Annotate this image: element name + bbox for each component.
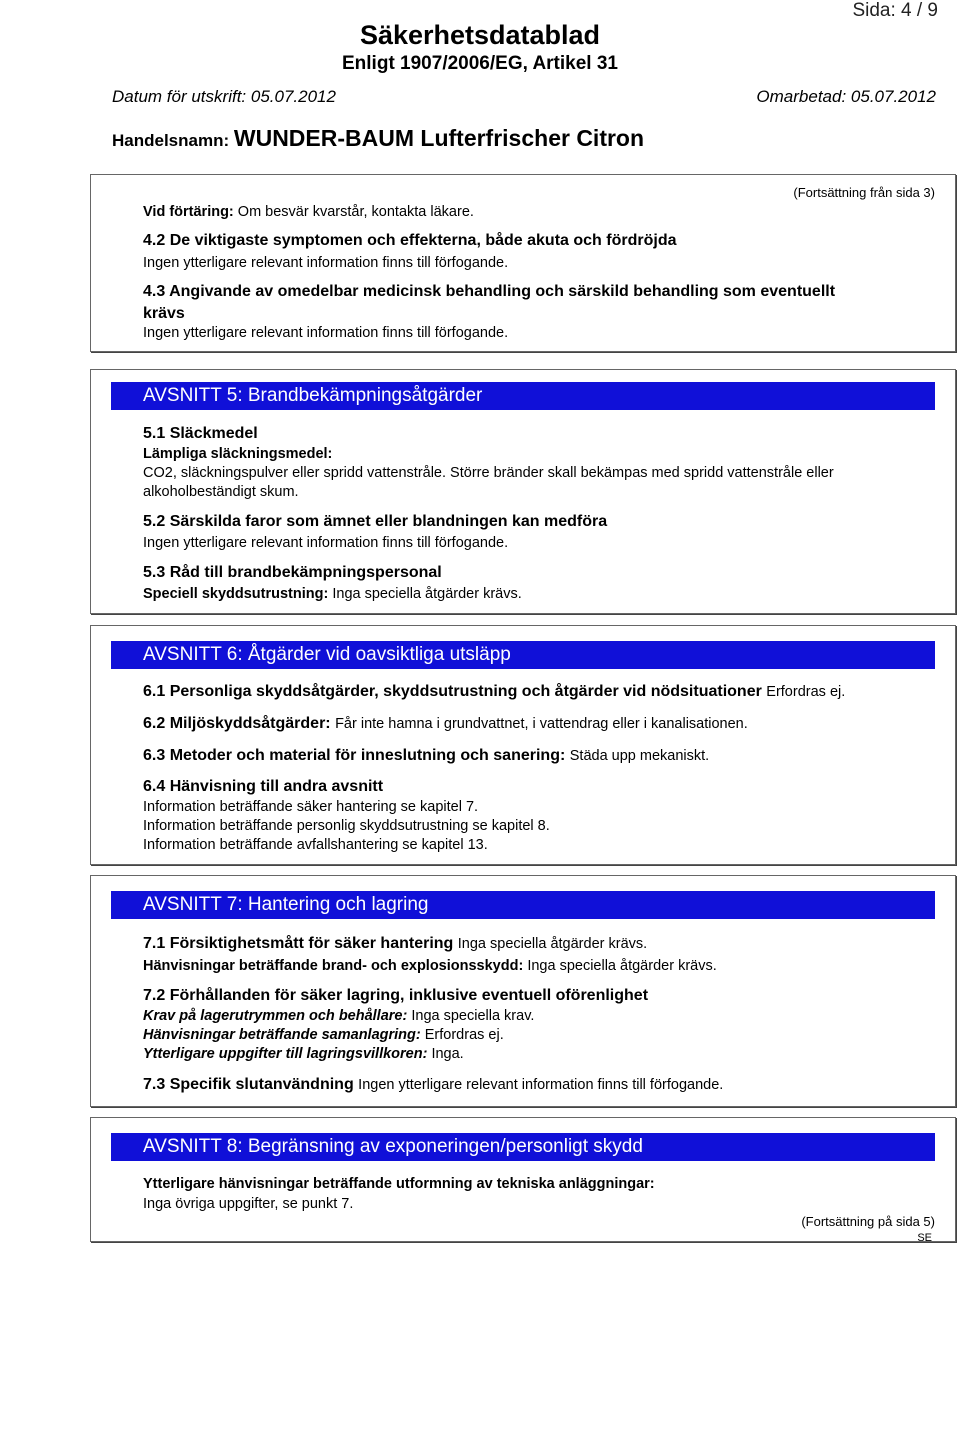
s43-heading-line2: krävs xyxy=(143,305,185,322)
print-date: Datum för utskrift: 05.07.2012 xyxy=(112,87,336,106)
section-4-box xyxy=(90,174,956,352)
s62-heading: 6.2 Miljöskyddsåtgärder: xyxy=(143,715,331,732)
conditions-label: Ytterligare uppgifter till lagringsvillkoren: xyxy=(143,1046,428,1062)
ingestion-line xyxy=(143,204,474,220)
country-code: SE xyxy=(917,1232,932,1244)
fire-text: Inga speciella åtgärder krävs. xyxy=(527,958,717,974)
s64-line-2: Information beträffande personlig skyddsutrustning se kapitel 8. xyxy=(143,818,550,834)
s61-text: Erfordras ej. xyxy=(766,684,846,700)
s8-text: Inga övriga uppgifter, se punkt 7. xyxy=(143,1196,354,1212)
storage-text: Inga speciella krav. xyxy=(411,1008,535,1024)
s63-heading: 6.3 Metoder och material för inneslutning och sanering: xyxy=(143,747,566,764)
s51-text-line1: CO2, släckningspulver eller spridd vattenstråle. Större bränder skall bekämpas med spridd vattenstråle eller xyxy=(143,465,834,481)
ingestion-label: Vid förtäring: xyxy=(143,204,234,220)
storage-line xyxy=(143,1008,534,1024)
s42-text: Ingen ytterligare relevant information finns till förfogande. xyxy=(143,255,509,271)
section-5-box xyxy=(90,369,956,614)
page-number: Sida: 4 / 9 xyxy=(852,0,938,21)
s64-line-3: Information beträffande avfallshantering se kapitel 13. xyxy=(143,837,488,853)
section-8-box xyxy=(90,1117,956,1242)
section-7-title: AVSNITT 7: Hantering och lagring xyxy=(111,891,935,919)
conditions-line xyxy=(143,1046,464,1062)
conditions-text: Inga. xyxy=(431,1046,464,1062)
s53-line xyxy=(143,586,522,602)
continued-from: (Fortsättning från sida 3) xyxy=(793,185,935,200)
document-title: Säkerhetsdatablad xyxy=(359,20,601,50)
s53-heading: 5.3 Råd till brandbekämpningspersonal xyxy=(143,564,442,581)
s62-text: Får inte hamna i grundvattnet, i vattendrag eller i kanalisationen. xyxy=(335,716,748,732)
s52-text: Ingen ytterligare relevant information finns till förfogande. xyxy=(143,535,509,551)
section-6-box xyxy=(90,625,956,865)
storage-label: Krav på lagerutrymmen och behållare: xyxy=(143,1008,408,1024)
s42-heading: 4.2 De viktigaste symptomen och effekterna, både akuta och fördröjda xyxy=(143,232,677,249)
s61-heading: 6.1 Personliga skyddsåtgärder, skyddsutrustning och åtgärder vid nödsituationer xyxy=(143,683,762,700)
joint-label: Hänvisningar beträffande samanlagring: xyxy=(143,1027,421,1043)
ingestion-text: Om besvär kvarstår, kontakta läkare. xyxy=(237,204,474,220)
s73-line xyxy=(143,1076,723,1094)
section-8-title: AVSNITT 8: Begränsning av exponeringen/personligt skydd xyxy=(111,1133,935,1161)
s8-label: Ytterligare hänvisningar beträffande utformning av tekniska anläggningar: xyxy=(143,1176,655,1192)
s63-text: Städa upp mekaniskt. xyxy=(569,748,710,764)
section-5-title: AVSNITT 5: Brandbekämpningsåtgärder xyxy=(111,382,935,410)
s53-text: Inga speciella åtgärder krävs. xyxy=(332,586,522,602)
s43-heading-line1: 4.3 Angivande av omedelbar medicinsk behandling och särskild behandling som eventuellt xyxy=(143,283,836,300)
s71-text: Inga speciella åtgärder krävs. xyxy=(457,936,648,952)
revised-date: Omarbetad: 05.07.2012 xyxy=(756,87,936,106)
trade-name-value: WUNDER-BAUM Lufterfrischer Citron xyxy=(233,125,645,151)
s63-line xyxy=(143,747,709,765)
s52-heading: 5.2 Särskilda faror som ämnet eller blandningen kan medföra xyxy=(143,513,608,530)
trade-name xyxy=(112,125,644,152)
section-7-box xyxy=(90,875,956,1107)
s62-line xyxy=(143,715,748,733)
section-6-title: AVSNITT 6: Åtgärder vid oavsiktliga utsläpp xyxy=(111,641,935,669)
s73-heading: 7.3 Specifik slutanvändning xyxy=(143,1076,354,1093)
s43-text: Ingen ytterligare relevant information finns till förfogande. xyxy=(143,325,509,341)
s61-line xyxy=(143,683,845,701)
fire-label: Hänvisningar beträffande brand- och explosionsskydd: xyxy=(143,958,524,974)
trade-name-label: Handelsnamn: xyxy=(112,131,230,150)
s64-line-1: Information beträffande säker hantering se kapitel 7. xyxy=(143,799,479,815)
s64-heading: 6.4 Hänvisning till andra avsnitt xyxy=(143,778,384,795)
s51-text-line2: alkoholbeständigt skum. xyxy=(143,484,299,500)
s73-text: Ingen ytterligare relevant information finns till förfogande. xyxy=(358,1077,724,1093)
document-subtitle: Enligt 1907/2006/EG, Artikel 31 xyxy=(342,53,618,74)
continued-on: (Fortsättning på sida 5) xyxy=(801,1214,935,1229)
s51-label: Lämpliga släckningsmedel: xyxy=(143,446,333,462)
joint-line xyxy=(143,1027,504,1043)
fire-line xyxy=(143,958,717,974)
s71-heading: 7.1 Försiktighetsmått för säker hantering xyxy=(143,935,454,952)
s51-heading: 5.1 Släckmedel xyxy=(143,425,258,442)
s72-heading: 7.2 Förhållanden för säker lagring, inklusive eventuell oförenlighet xyxy=(143,987,649,1004)
joint-text: Erfordras ej. xyxy=(424,1027,504,1043)
s53-label: Speciell skyddsutrustning: xyxy=(143,586,329,602)
s71-line xyxy=(143,935,647,953)
